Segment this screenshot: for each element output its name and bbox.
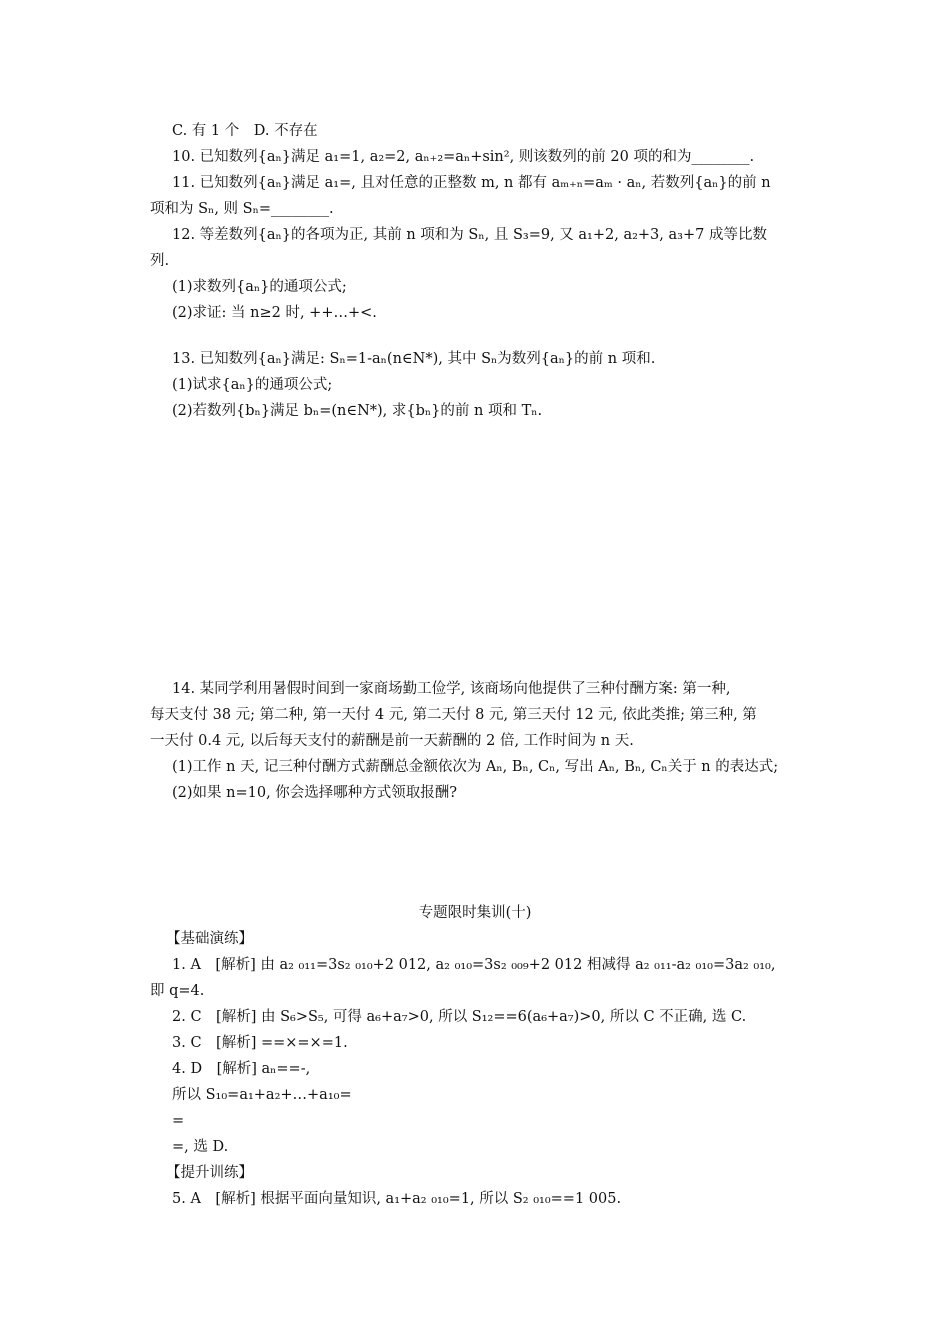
answer-1-line-2: 即 q=4. [150, 983, 205, 999]
question-13-part-1: (1)试求{aₙ}的通项公式; [172, 377, 333, 393]
answer-4-line-4: =, 选 D. [172, 1139, 229, 1155]
question-13-part-2: (2)若数列{bₙ}满足 bₙ=(n∈N*), 求{bₙ}的前 n 项和 Tₙ. [172, 403, 543, 419]
question-11-line-1: 11. 已知数列{aₙ}满足 a₁=, 且对任意的正整数 m, n 都有 aₘ₊ₙ=aₘ · aₙ, 若数列{aₙ}的前 n [172, 175, 771, 191]
answer-3: 3. C [解析] ==×=×=1. [172, 1035, 348, 1051]
question-11-line-2: 项和为 Sₙ, 则 Sₙ=________. [150, 201, 334, 217]
answers-title: 专题限时集训(十) [418, 905, 532, 921]
question-14-part-1: (1)工作 n 天, 记三种付酬方式薪酬总金额依次为 Aₙ, Bₙ, Cₙ, 写出 Aₙ, Bₙ, Cₙ关于 n 的表达式; [172, 759, 779, 775]
question-14-line-1: 14. 某同学利用暑假时间到一家商场勤工俭学, 该商场向他提供了三种付酬方案: 第一种, [172, 681, 731, 697]
answer-1-line-1: 1. A [解析] 由 a₂ ₀₁₁=3s₂ ₀₁₀+2 012, a₂ ₀₁₀=3s₂ ₀₀₉+2 012 相减得 a₂ ₀₁₁-a₂ ₀₁₀=3a₂ ₀₁₀, [172, 957, 776, 973]
answer-4-line-1: 4. D [解析] aₙ==-, [172, 1061, 311, 1077]
answer-5: 5. A [解析] 根据平面向量知识, a₁+a₂ ₀₁₀=1, 所以 S₂ ₀₁₀==1 005. [172, 1191, 622, 1207]
q9-options: C. 有 1 个 D. 不存在 [172, 123, 318, 139]
section-improvement-training: 【提升训练】 [166, 1165, 253, 1181]
section-basic-practice: 【基础演练】 [166, 931, 253, 947]
question-12-line-2: 列. [150, 253, 170, 269]
answer-4-line-3: = [172, 1113, 185, 1129]
answer-4-line-2: 所以 S₁₀=a₁+a₂+…+a₁₀= [172, 1087, 352, 1103]
question-12-part-1: (1)求数列{aₙ}的通项公式; [172, 279, 347, 295]
question-12-line-1: 12. 等差数列{aₙ}的各项为正, 其前 n 项和为 Sₙ, 且 S₃=9, 又 a₁+2, a₂+3, a₃+7 成等比数 [172, 227, 767, 243]
question-14-line-2: 每天支付 38 元; 第二种, 第一天付 4 元, 第二天付 8 元, 第三天付 12 元, 依此类推; 第三种, 第 [150, 707, 757, 723]
question-14-line-3: 一天付 0.4 元, 以后每天支付的薪酬是前一天薪酬的 2 倍, 工作时间为 n 天. [150, 733, 634, 749]
answer-2: 2. C [解析] 由 S₆>S₅, 可得 a₆+a₇>0, 所以 S₁₂==6(a₆+a₇)>0, 所以 C 不正确, 选 C. [172, 1009, 747, 1025]
question-14-part-2: (2)如果 n=10, 你会选择哪种方式领取报酬? [172, 785, 458, 801]
question-10: 10. 已知数列{aₙ}满足 a₁=1, a₂=2, aₙ₊₂=aₙ+sin², 则该数列的前 20 项的和为________. [172, 149, 755, 165]
question-12-part-2: (2)求证: 当 n≥2 时, ++…+<. [172, 305, 377, 321]
question-13-line-1: 13. 已知数列{aₙ}满足: Sₙ=1-aₙ(n∈N*), 其中 Sₙ为数列{aₙ}的前 n 项和. [172, 351, 656, 367]
